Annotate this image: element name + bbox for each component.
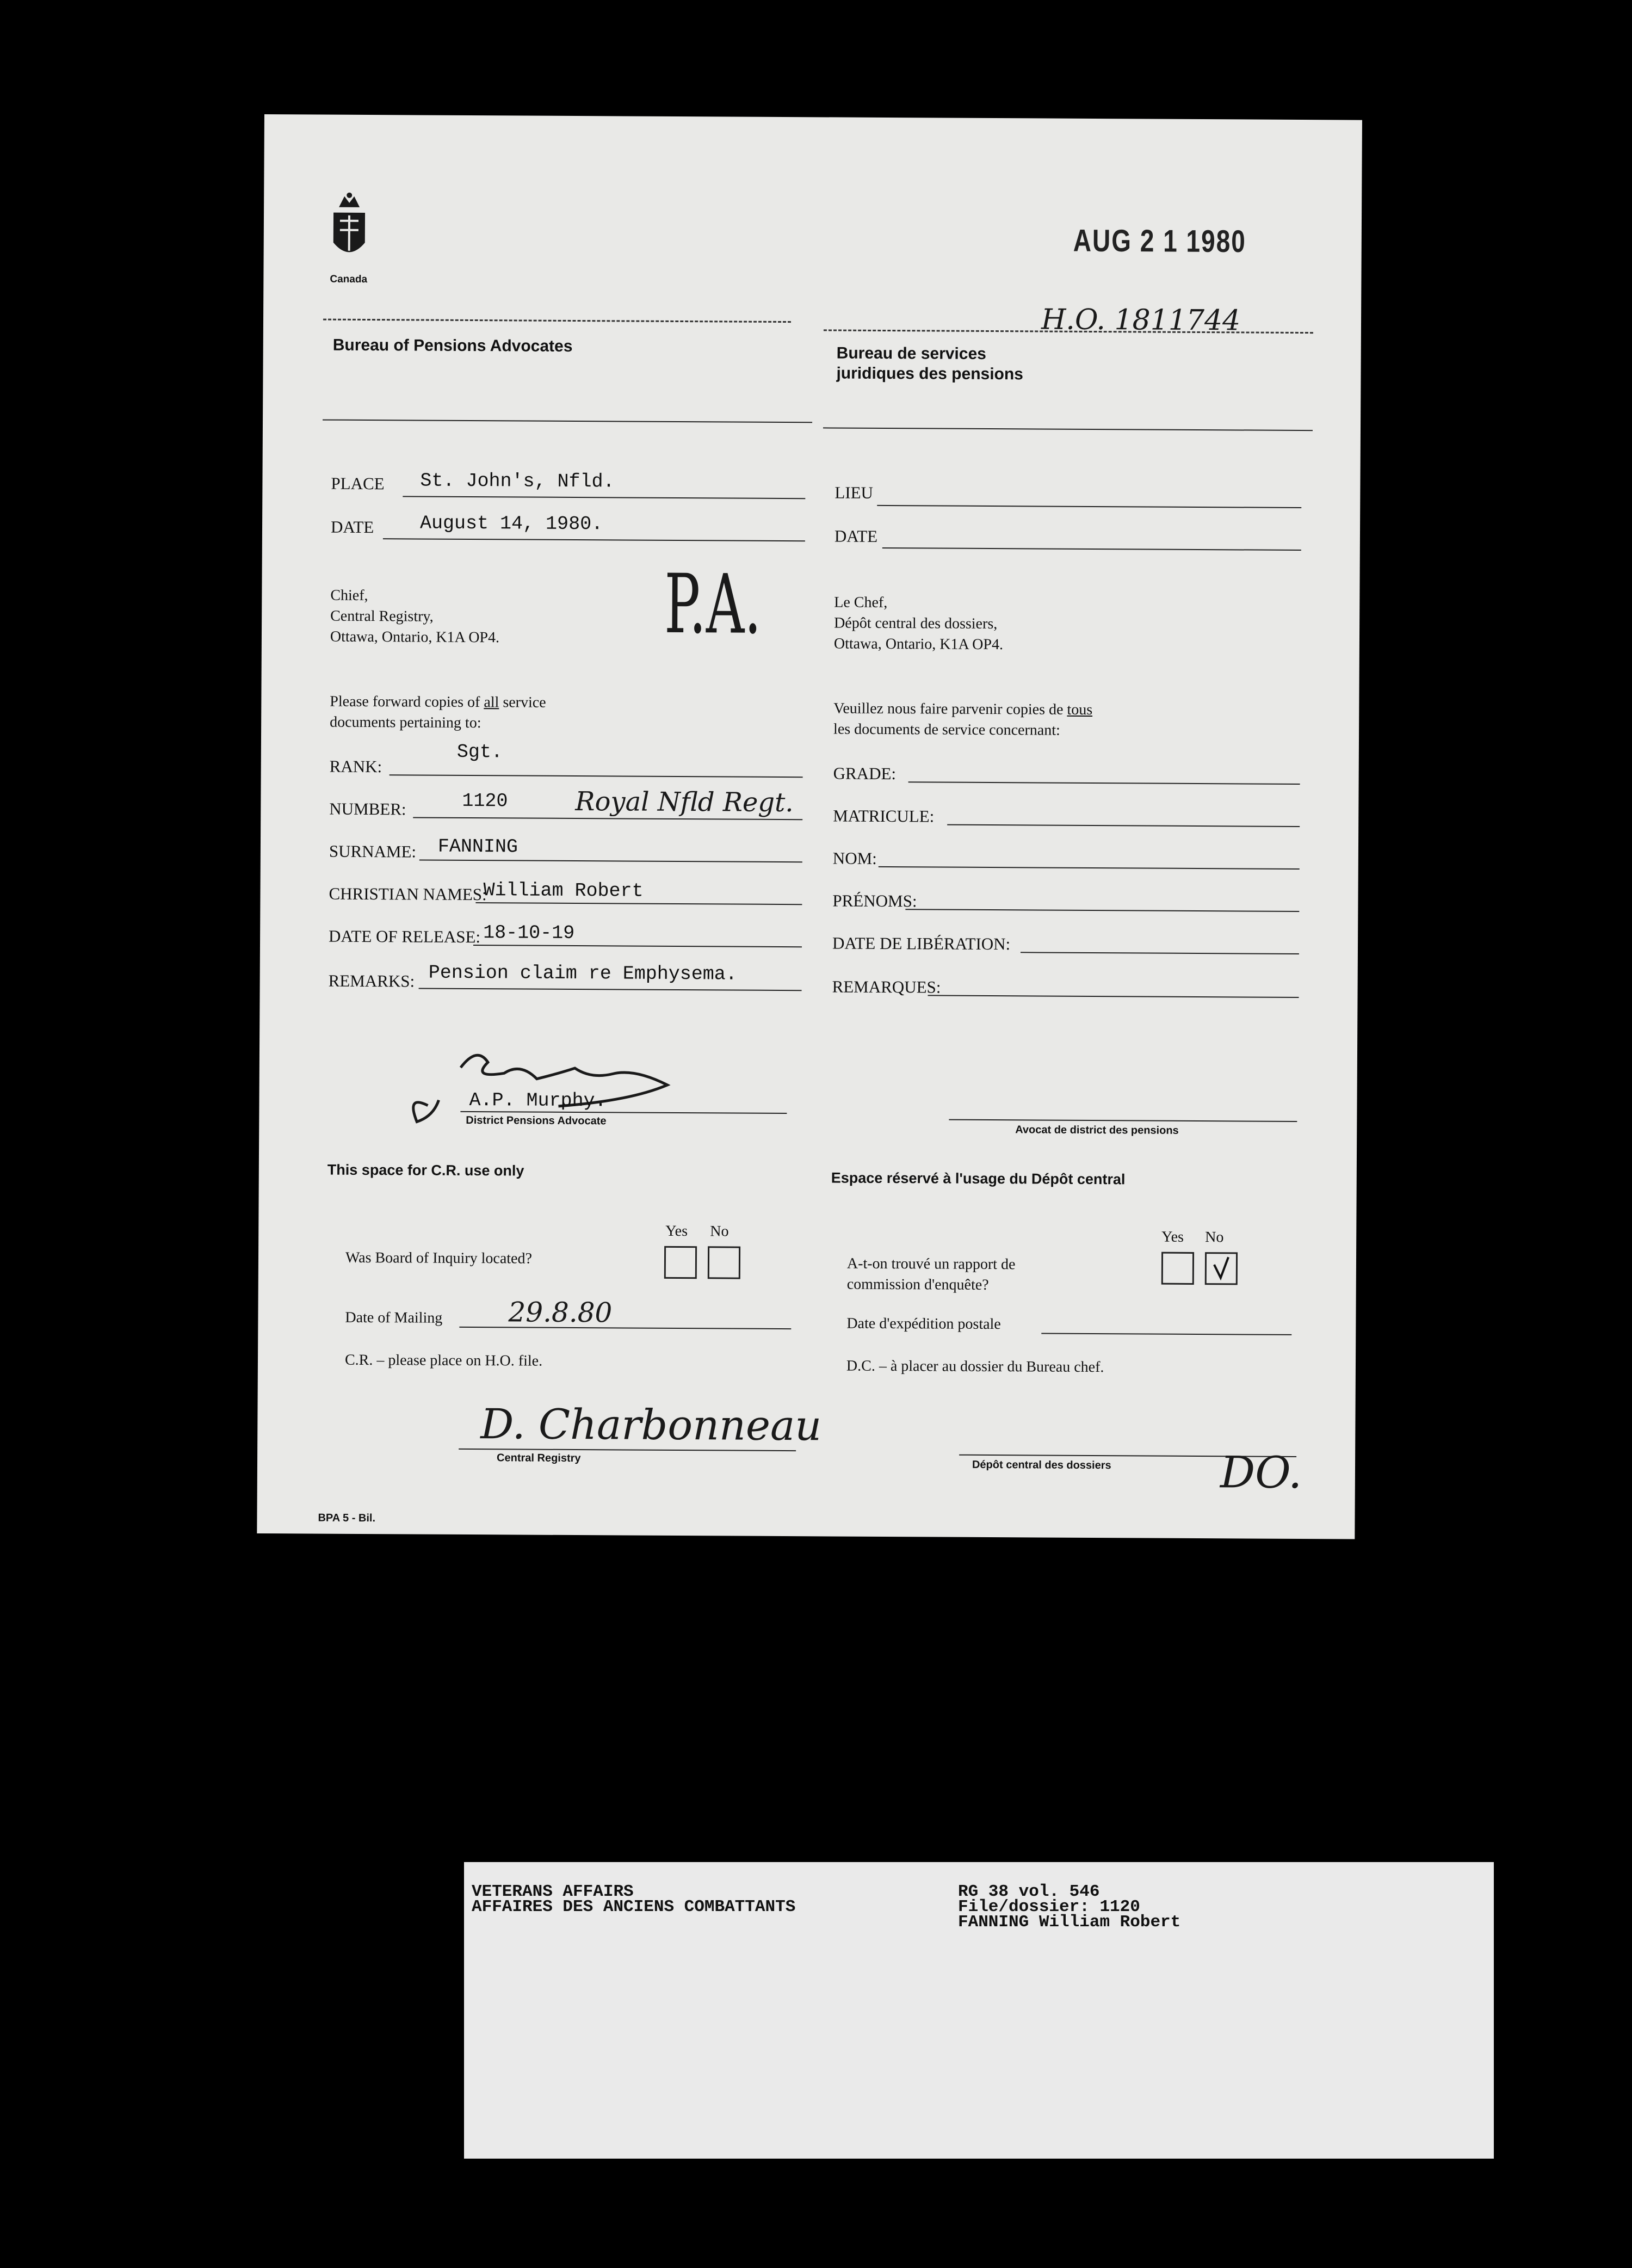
mailing-line — [459, 1327, 791, 1329]
place-label-fr: LIEU — [834, 483, 874, 502]
surname-label: SURNAME: — [329, 841, 417, 861]
form-code: BPA 5 - Bil. — [318, 1512, 376, 1525]
request-en-line1: Please forward copies of all service — [330, 693, 546, 711]
bureau-name-en: Bureau of Pensions Advocates — [332, 336, 573, 355]
rank-line — [390, 774, 803, 778]
nom-line — [879, 866, 1300, 870]
remarks-line — [419, 988, 802, 991]
instruction-fr: D.C. – à placer au dossier du Bureau chef. — [846, 1357, 1104, 1376]
no-fr-label: No — [1205, 1229, 1224, 1246]
lieu-line — [877, 505, 1301, 508]
no-en-checkbox[interactable] — [708, 1246, 740, 1279]
date-line — [383, 538, 805, 541]
advocate-title-en: District Pensions Advocate — [466, 1114, 607, 1127]
no-en-label: No — [710, 1223, 729, 1240]
date-label-fr: DATE — [834, 526, 878, 546]
advocate-title-fr: Avocat de district des pensions — [1015, 1124, 1179, 1137]
mailing-label-en: Date of Mailing — [345, 1309, 443, 1327]
handwritten-initials: P.A. — [664, 557, 762, 652]
date-label-en: DATE — [330, 517, 374, 537]
place-line — [403, 496, 805, 499]
remarks-label: REMARKS: — [328, 971, 415, 991]
number-value: 1120 — [462, 790, 508, 812]
received-date-stamp: AUG 2 1 1980 — [1073, 223, 1247, 259]
rule — [323, 420, 812, 423]
rank-label: RANK: — [329, 756, 382, 776]
request-fr-line1: Veuillez nous faire parvenir copies de tous — [833, 700, 1093, 718]
rule — [823, 427, 1313, 431]
board-question-fr-1: A-t-on trouvé un rapport de — [846, 1255, 1016, 1273]
archive-label-dept-en: VETERANS AFFAIRS — [472, 1882, 634, 1901]
yes-en-checkbox[interactable] — [664, 1246, 697, 1279]
crest-caption: Canada — [330, 273, 368, 285]
addressee-en-2: Central Registry, — [330, 607, 434, 625]
prenoms-line — [905, 909, 1299, 912]
addressee-fr-1: Le Chef, — [834, 594, 888, 612]
release-date-value: 18-10-19 — [483, 922, 575, 945]
place-value: St. John's, Nfld. — [420, 470, 615, 493]
bureau-name-fr-1: Bureau de services — [836, 344, 986, 363]
registry-caption-en: Central Registry — [497, 1452, 581, 1465]
mailing-date-value: 29.8.80 — [508, 1296, 613, 1329]
date-value: August 14, 1980. — [419, 512, 603, 535]
rule — [323, 319, 791, 323]
form-sheet — [257, 114, 1362, 1539]
nom-label: NOM: — [832, 848, 877, 868]
matricule-line — [947, 824, 1300, 827]
prenoms-label: PRÉNOMS: — [832, 891, 917, 911]
mailing-fr-line — [1041, 1333, 1291, 1335]
advocate-name: A.P. Murphy. — [469, 1089, 607, 1112]
surname-line — [419, 860, 802, 863]
registry-caption-fr: Dépôt central des dossiers — [972, 1458, 1111, 1472]
request-fr-line2: les documents de service concernant: — [833, 720, 1060, 739]
request-en-line2: documents pertaining to: — [330, 713, 481, 732]
yes-en-label: Yes — [665, 1222, 688, 1240]
no-fr-checkbox[interactable] — [1205, 1252, 1238, 1285]
yes-fr-label: Yes — [1161, 1228, 1184, 1246]
remarques-line — [928, 995, 1299, 998]
archive-label-name: FANNING William Robert — [958, 1913, 1181, 1932]
initials-right: DO. — [1220, 1447, 1302, 1499]
addressee-fr-2: Dépôt central des dossiers, — [834, 614, 998, 633]
liberation-label: DATE DE LIBÉRATION: — [832, 933, 1011, 954]
christian-names-line — [475, 902, 802, 905]
registry-signature: D. Charbonneau — [480, 1400, 822, 1450]
regiment-note: Royal Nfld Regt. — [575, 786, 794, 818]
head-office-file-number: H.O. 1811744 — [1041, 303, 1241, 337]
archive-label-file: File/dossier: 1120 — [958, 1897, 1140, 1916]
liberation-line — [1021, 952, 1299, 954]
board-question-en: Was Board of Inquiry located? — [345, 1249, 533, 1267]
release-date-line — [473, 945, 802, 947]
number-label: NUMBER: — [329, 799, 406, 819]
yes-fr-checkbox[interactable] — [1161, 1252, 1194, 1285]
addressee-en-3: Ottawa, Ontario, K1A OP4. — [330, 628, 500, 646]
archive-label-dept-fr: AFFAIRES DES ANCIENS COMBATTANTS — [472, 1897, 796, 1916]
archive-label-volume: RG 38 vol. 546 — [958, 1882, 1100, 1901]
archive-label — [464, 1862, 1494, 2159]
place-label-en: PLACE — [331, 473, 385, 494]
checkmark-icon — [1207, 1254, 1236, 1283]
advocate-fr-line — [949, 1119, 1297, 1122]
grade-label: GRADE: — [833, 763, 897, 784]
christian-names-label: CHRISTIAN NAMES: — [329, 884, 487, 904]
christian-names-value: William Robert — [483, 879, 644, 902]
mailing-label-fr: Date d'expédition postale — [846, 1315, 1001, 1333]
bureau-name-fr-2: juridiques des pensions — [836, 364, 1024, 384]
canada-crest-icon — [328, 191, 371, 267]
rank-value: Sgt. — [456, 741, 503, 763]
grade-line — [908, 781, 1300, 785]
remarques-label: REMARQUES: — [832, 977, 941, 997]
surname-value: FANNING — [437, 835, 518, 858]
addressee-en-1: Chief, — [330, 587, 368, 605]
cr-heading-en: This space for C.R. use only — [327, 1161, 524, 1179]
board-question-fr-2: commission d'enquête? — [846, 1275, 989, 1294]
date-fr-line — [882, 547, 1301, 551]
remarks-value: Pension claim re Emphysema. — [428, 962, 737, 985]
cr-heading-fr: Espace réservé à l'usage du Dépôt central — [831, 1169, 1126, 1188]
release-date-label: DATE OF RELEASE: — [329, 926, 481, 947]
matricule-label: MATRICULE: — [833, 806, 935, 826]
addressee-fr-3: Ottawa, Ontario, K1A OP4. — [833, 635, 1004, 654]
instruction-en: C.R. – please place on H.O. file. — [344, 1351, 543, 1370]
